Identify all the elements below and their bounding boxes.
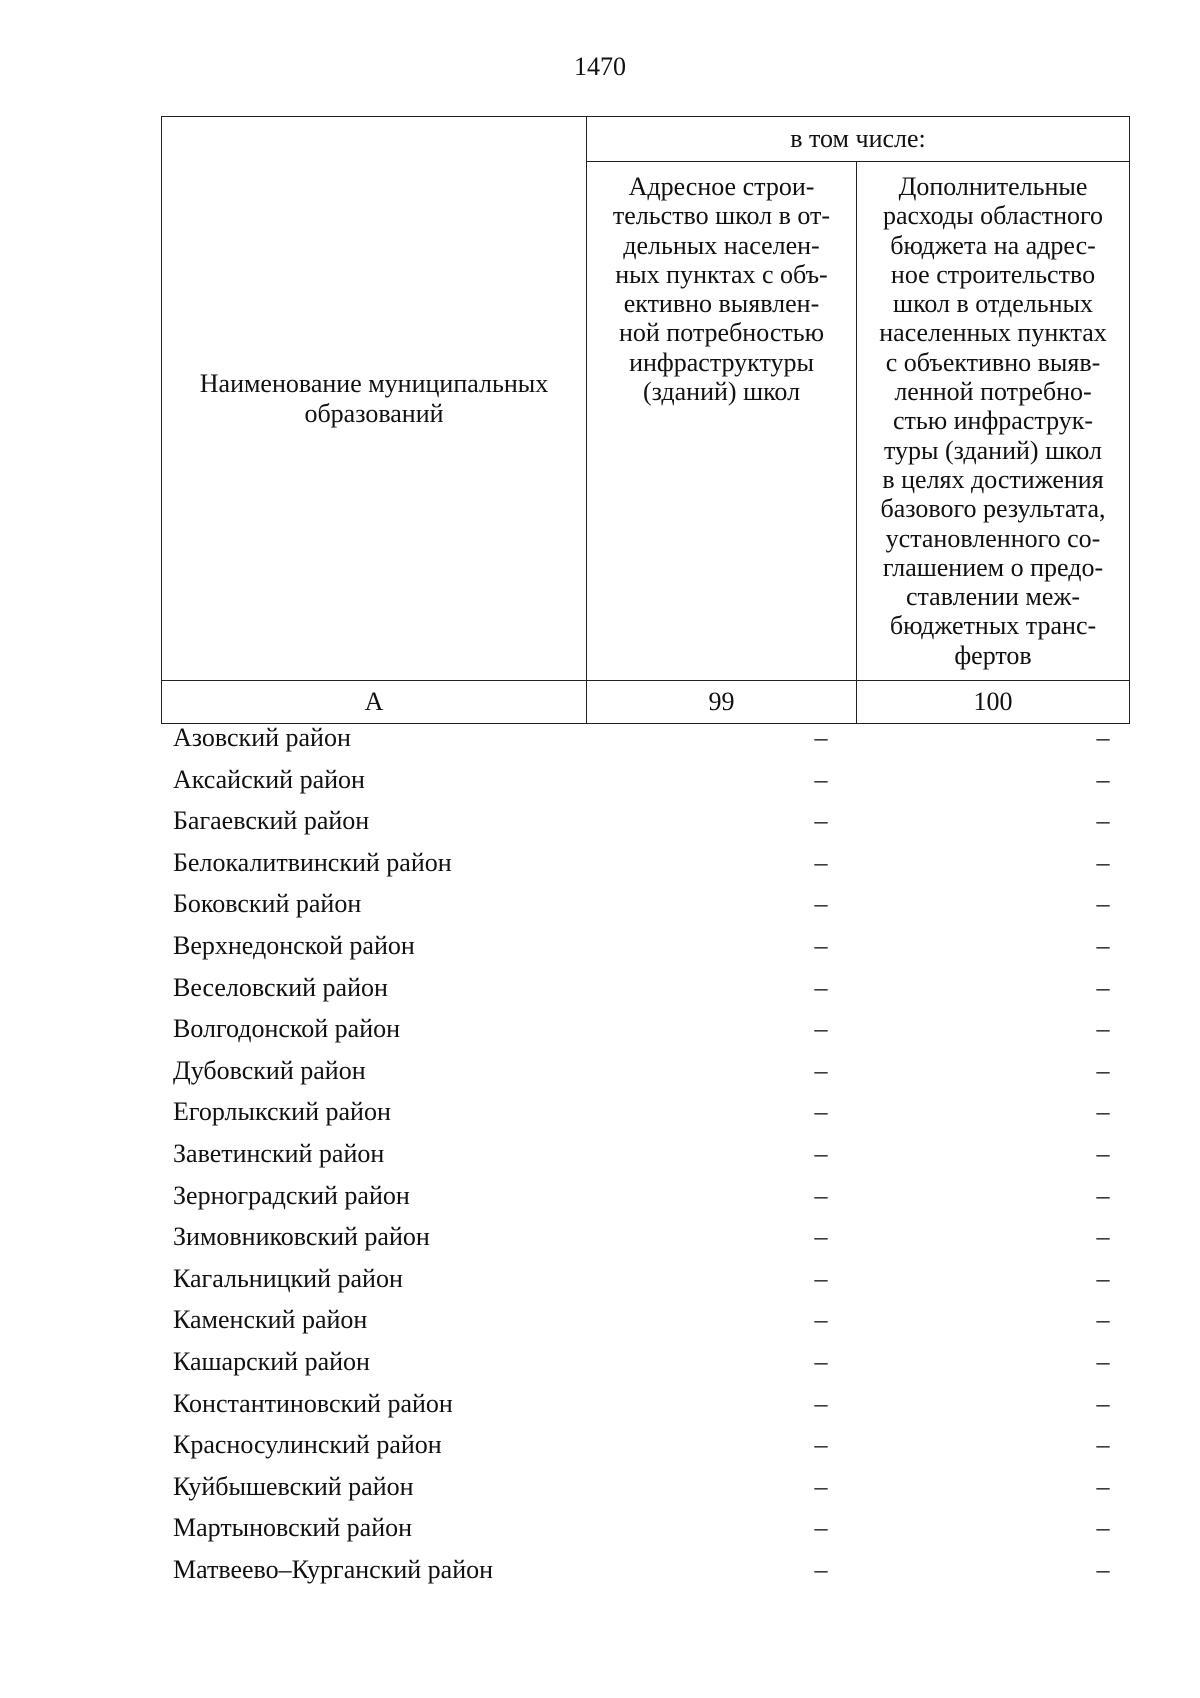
row-value-99: – [814,806,828,836]
row-value-100: – [1096,930,1110,960]
row-municipality-name: Егорлыкский район [173,1097,391,1127]
table-row [161,1341,1129,1383]
row-value-100: – [1096,1263,1110,1293]
row-municipality-name: Куйбышевский район [173,1471,414,1501]
row-value-100: – [1096,806,1110,836]
row-value-99: – [814,1430,828,1460]
row-municipality-name: Красносулинский район [173,1430,442,1460]
table-row [161,800,1129,842]
table-row [161,1466,1129,1508]
table-row [161,1008,1129,1050]
row-value-99: – [814,1513,828,1543]
table-row [161,1424,1129,1466]
row-value-99: – [814,1471,828,1501]
row-value-99: – [814,764,828,794]
row-municipality-name: Боковский район [173,889,362,919]
table-row [161,717,1129,759]
row-value-100: – [1096,1222,1110,1252]
row-value-99: – [814,1346,828,1376]
header-row-group [162,117,1130,162]
row-value-99: – [814,1138,828,1168]
header-col-100 [857,162,1130,681]
row-value-100: – [1096,1554,1110,1584]
page-number: 1470 [574,52,626,81]
row-municipality-name: Дубовский район [173,1055,366,1085]
row-municipality-name: Зимовниковский район [173,1222,430,1252]
table-row [161,1133,1129,1175]
row-municipality-name: Мартыновский район [173,1513,413,1543]
row-value-100: – [1096,1346,1110,1376]
row-value-99: – [814,1055,828,1085]
row-value-99: – [814,1014,828,1044]
row-municipality-name: Аксайский район [173,764,365,794]
row-municipality-name: Зерноградский район [173,1180,410,1210]
row-municipality-name: Белокалитвинский район [173,847,452,877]
row-municipality-name: Кагальницкий район [173,1263,403,1293]
header-col-99-text: Адресное строи- тельство школ в от- дельных населен- ных пунктах с объ- ективно выявлен- ной потребностью инфраструктуры (зданий) школ [612,172,831,407]
row-value-99: – [814,847,828,877]
row-value-100: – [1096,847,1110,877]
row-value-99: – [814,1180,828,1210]
row-municipality-name: Константиновский район [173,1388,453,1418]
table-row [161,1507,1129,1549]
table-row [161,1299,1129,1341]
row-value-99: – [814,889,828,919]
table-row [161,1091,1129,1133]
table-row [161,1549,1129,1591]
row-value-100: – [1096,1014,1110,1044]
row-value-100: – [1096,1388,1110,1418]
table-header [161,116,1130,724]
header-col-100-text: Дополнительные расходы областного бюджета на адрес- ное строительство школ в отдельных населенных пунктах с объективно выяв- ленной потребно- стью инфраструк- туры (зданий) школ в целях достижения базового результата, установленного со- глашением о предо- ставлении меж- бюджетных транс- фертов [879,172,1107,670]
row-municipality-name: Заветинский район [173,1138,385,1168]
header-municipality-name [162,117,587,681]
row-municipality-name: Волгодонской район [173,1014,401,1044]
row-value-99: – [814,723,828,752]
row-value-100: – [1096,723,1110,752]
row-value-100: – [1096,1055,1110,1085]
row-value-100: – [1096,1513,1110,1543]
row-value-100: – [1096,972,1110,1002]
table-row [161,1383,1129,1425]
table-row [161,1050,1129,1092]
row-value-99: – [814,1097,828,1127]
row-value-99: – [814,1305,828,1335]
row-value-100: – [1096,1471,1110,1501]
row-value-99: – [814,972,828,1002]
row-municipality-name: Веселовский район [173,972,388,1002]
table-row [161,1175,1129,1217]
table-row [161,1258,1129,1300]
table-row [161,967,1129,1009]
row-value-99: – [814,1222,828,1252]
row-municipality-name: Матвеево–Курганский район [173,1554,494,1584]
row-value-99: – [814,1554,828,1584]
row-value-99: – [814,1388,828,1418]
row-value-100: – [1096,1430,1110,1460]
table-row [161,759,1129,801]
row-value-100: – [1096,1180,1110,1210]
header-index-99: 99 [587,681,857,724]
table-body [161,717,1129,1590]
row-value-99: – [814,1263,828,1293]
row-municipality-name: Верхнедонской район [173,930,415,960]
row-municipality-name: Каменский район [173,1305,368,1335]
row-value-99: – [814,930,828,960]
header-group-label: в том числе: [587,117,1130,162]
row-value-100: – [1096,1097,1110,1127]
header-municipality-name-text: Наименование муниципальных образований [199,369,549,428]
row-municipality-name: Багаевский район [173,806,370,836]
row-value-100: – [1096,1138,1110,1168]
header-col-99 [587,162,857,681]
row-value-100: – [1096,764,1110,794]
table-row [161,1216,1129,1258]
row-municipality-name: Кашарский район [173,1346,370,1376]
header-index-100: 100 [857,681,1130,724]
row-municipality-name: Азовский район [173,723,351,752]
row-value-100: – [1096,1305,1110,1335]
table-row [161,842,1129,884]
row-value-100: – [1096,889,1110,919]
table-row [161,925,1129,967]
table-row [161,883,1129,925]
header-index-a: А [162,681,587,724]
